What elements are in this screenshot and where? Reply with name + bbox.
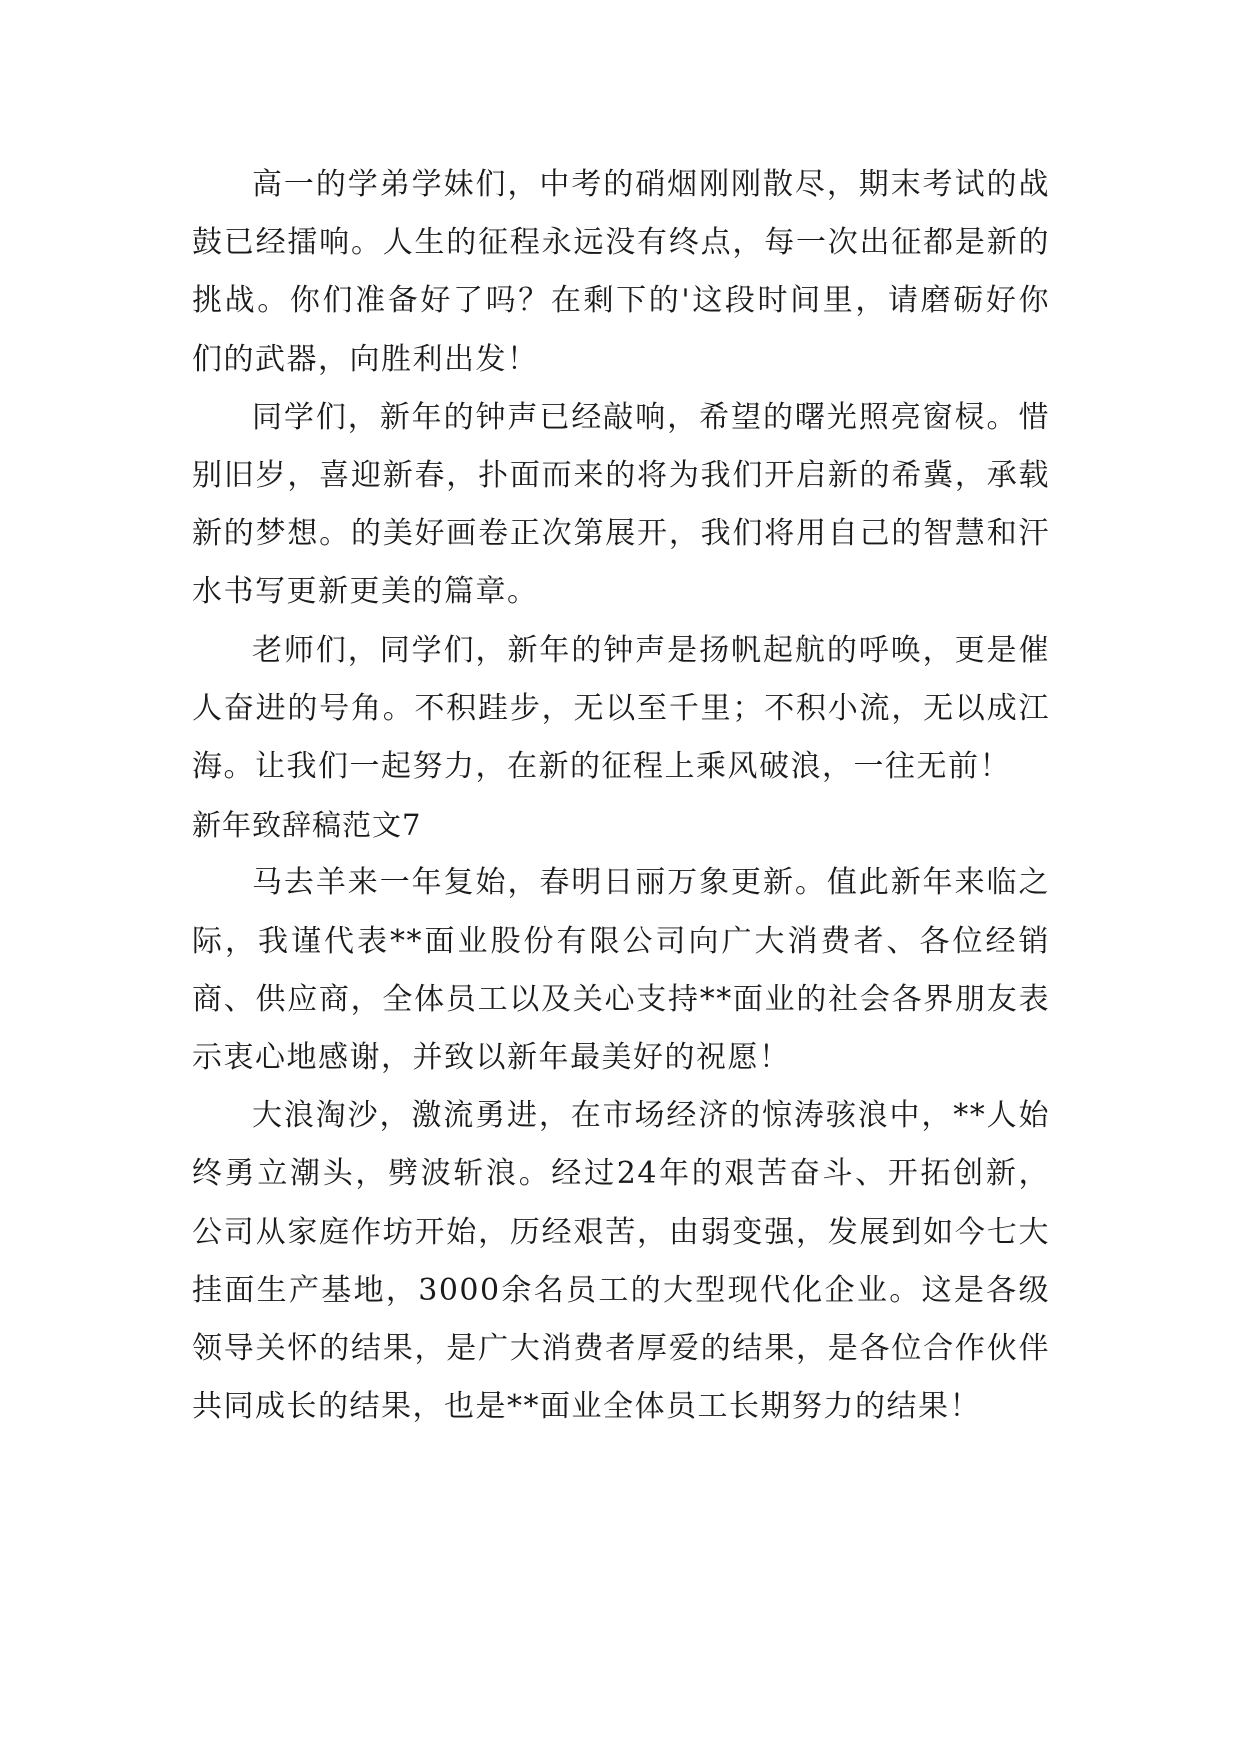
- paragraph: 老师们，同学们，新年的钟声是扬帆起航的呼唤，更是催人奋进的号角。不积跬步，无以至千里；不积小流，无以成江海。让我们一起努力，在新的征程上乘风破浪，一往无前！: [192, 632, 1050, 785]
- paragraph: 高一的学弟学妹们，中考的硝烟刚刚散尽，期末考试的战鼓已经擂响。人生的征程永远没有终点，每一次出征都是新的挑战。你们准备好了吗？在剩下的'这段时间里，请磨砺好你们的武器，向胜利出发！: [192, 167, 1050, 377]
- paragraph: 马去羊来一年复始，春明日丽万象更新。值此新年来临之际，我谨代表**面业股份有限公司向广大消费者、各位经销商、供应商，全体员工以及关心支持**面业的社会各界朋友表示衷心地感谢，并致以新年最美好的祝愿！: [192, 865, 1050, 1076]
- paragraph: 同学们，新年的钟声已经敲响，希望的曙光照亮窗棂。惜别旧岁，喜迎新春，扑面而来的将为我们开启新的希冀，承载新的梦想。的美好画卷正次第展开，我们将用自己的智慧和汗水书写更新更美的篇章。: [192, 399, 1050, 610]
- section-heading: 新年致辞稿范文7: [192, 808, 422, 843]
- document-body: [192, 156, 1050, 1436]
- paragraph: 大浪淘沙，激流勇进，在市场经济的惊涛骇浪中，**人始终勇立潮头，劈波斩浪。经过24年的艰苦奋斗、开拓创新，公司从家庭作坊开始，历经艰苦，由弱变强，发展到如今七大挂面生产基地，3000余名员工的大型现代化企业。这是各级领导关怀的结果，是广大消费者厚爱的结果，是各位合作伙伴共同成长的结果，也是**面业全体员工长期努力的结果！: [192, 1098, 1050, 1425]
